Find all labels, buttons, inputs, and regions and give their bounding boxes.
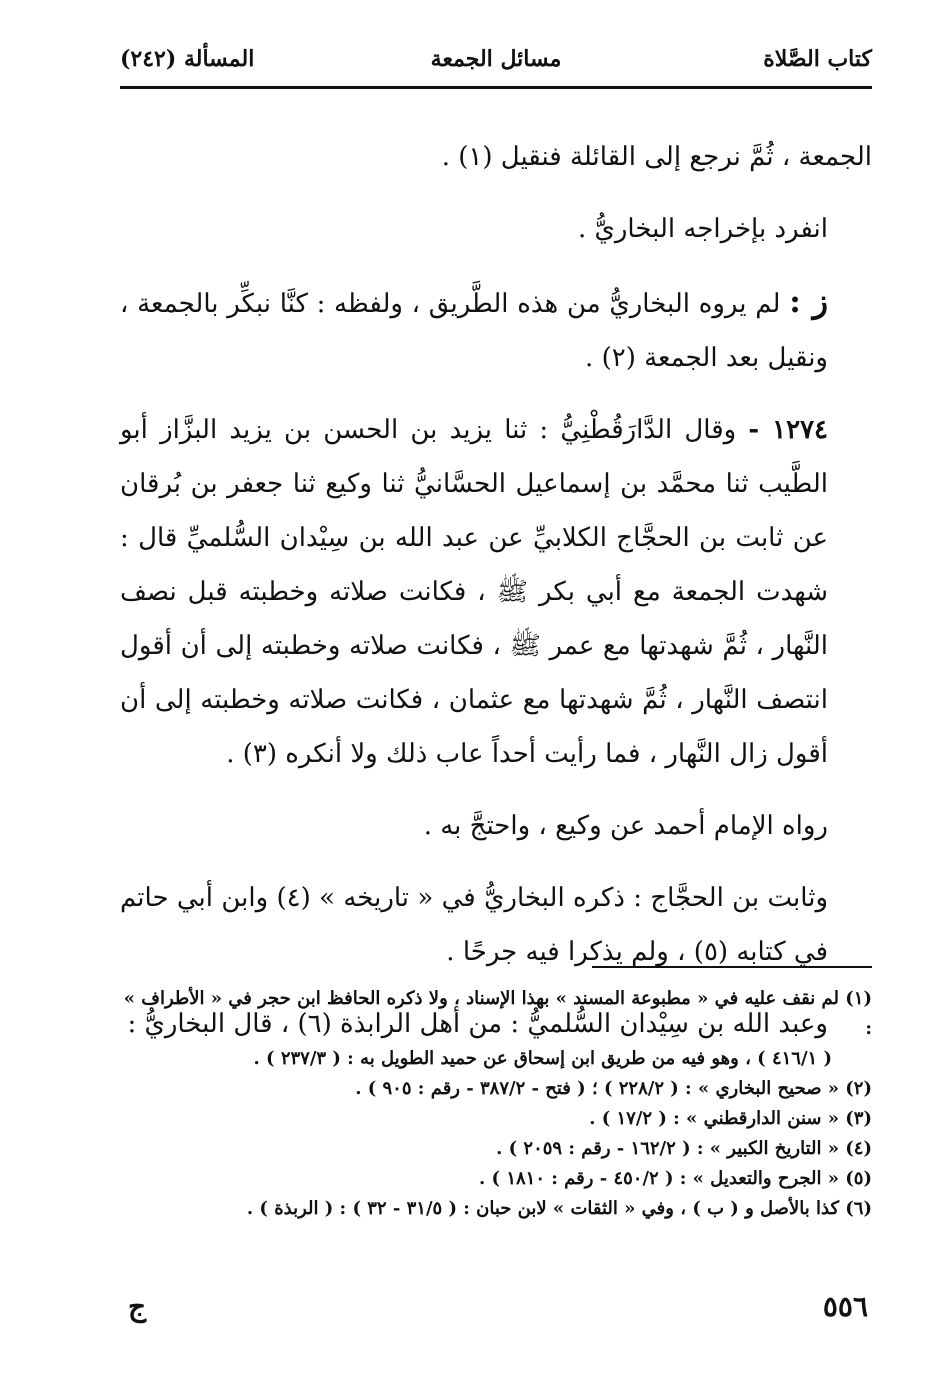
footnotes	[120, 984, 872, 1224]
main-text	[120, 130, 872, 1069]
paragraph-3-text: لم يروه البخاريُّ من هذه الطَّريق ، ولفظه : كنَّا نبكِّر بالجمعة ، ونقيل بعد الجمعة (٢) .	[120, 289, 828, 373]
running-header	[120, 40, 872, 89]
footnote-6: (٦) كذا بالأصل و ( ب ) ، وفي « الثقات » لابن حبان : ( ٣١/٥ - ٣٢ ) : ( الربذة ) .	[246, 1198, 872, 1219]
paragraph-2: انفرد بإخراجه البخاريُّ .	[577, 214, 828, 244]
paragraph-7: وعبد الله بن سِيْدان السُّلميُّ : من أهل الرابذة (٦) ، قال البخاريُّ :	[127, 1009, 828, 1039]
footnote-1: (١) لم نقف عليه في « مطبوعة المسند » بهذا الإسناد ، ولا ذكره الحافظ ابن حجر في « الأطراف » :	[123, 988, 872, 1039]
paragraph-6: وثابت بن الحجَّاج : ذكره البخاريُّ في « تاريخه » (٤) وابن أبي حاتم في كتابه (٥) ، ولم يذكرا فيه جرحًا .	[120, 883, 828, 967]
header-section-title: مسائل الجمعة	[430, 46, 562, 72]
hadith-1274	[120, 403, 872, 781]
paragraph-1: الجمعة ، ثُمَّ نرجع إلى القائلة فنقيل (١) .	[441, 142, 872, 172]
page-number: ٥٥٦	[822, 1290, 868, 1323]
footnote-1-continued: ( ٤١٦/١ ) ، وهو فيه من طريق ابن إسحاق عن حميد الطويل به : ( ٢٣٧/٣ ) .	[253, 1048, 832, 1069]
header-book-title: كتاب الصَّلاة	[763, 46, 872, 72]
paragraph-3	[120, 274, 872, 385]
zay-marker: ز :	[789, 282, 829, 320]
footnote-divider	[592, 966, 872, 968]
hadith-number: ١٢٧٤ -	[748, 415, 828, 445]
header-issue-number: المسألة (٢٤٢)	[120, 46, 255, 72]
footnote-3: (٣) « سنن الدارقطني » : ( ١٧/٢ ) .	[589, 1108, 872, 1129]
hadith-text: وقال الدَّارَقُطْنِيُّ : ثنا يزيد بن الحسن بن يزيد البزَّاز أبو الطَّيب ثنا محمَّد بن إسماعيل الحسَّانيُّ ثنا وكيع ثنا جعفر بن بُرقان عن ثابت بن الحجَّاج الكلابيِّ عن عبد الله بن سِيْدان السُّلميِّ قال : شهدت الجمعة مع أبي بكر ﷺ ، فكانت صلاته وخطبته قبل نصف النَّهار ، ثُمَّ شهدتها مع عمر ﷺ ، فكانت صلاته وخطبته إلى أن أقول انتصف النَّهار ، ثُمَّ شهدتها مع عثمان ، فكانت صلاته وخطبته إلى أن أقول زال النَّهار ، فما رأيت أحداً عاب ذلك ولا أنكره (٣) .	[120, 415, 828, 769]
footnote-5: (٥) « الجرح والتعديل » : ( ٤٥٠/٢ - رقم : ١٨١٠ ) .	[478, 1168, 872, 1189]
volume-letter: ج	[128, 1290, 147, 1323]
paragraph-5: رواه الإمام أحمد عن وكيع ، واحتجَّ به .	[423, 811, 828, 841]
footnote-4: (٤) « التاريخ الكبير » : ( ١٦٢/٢ - رقم : ٢٠٥٩ ) .	[496, 1138, 872, 1159]
footnote-2: (٢) « صحيح البخاري » : ( ٢٢٨/٢ ) ؛ ( فتح - ٣٨٧/٢ - رقم : ٩٠٥ ) .	[355, 1078, 872, 1099]
